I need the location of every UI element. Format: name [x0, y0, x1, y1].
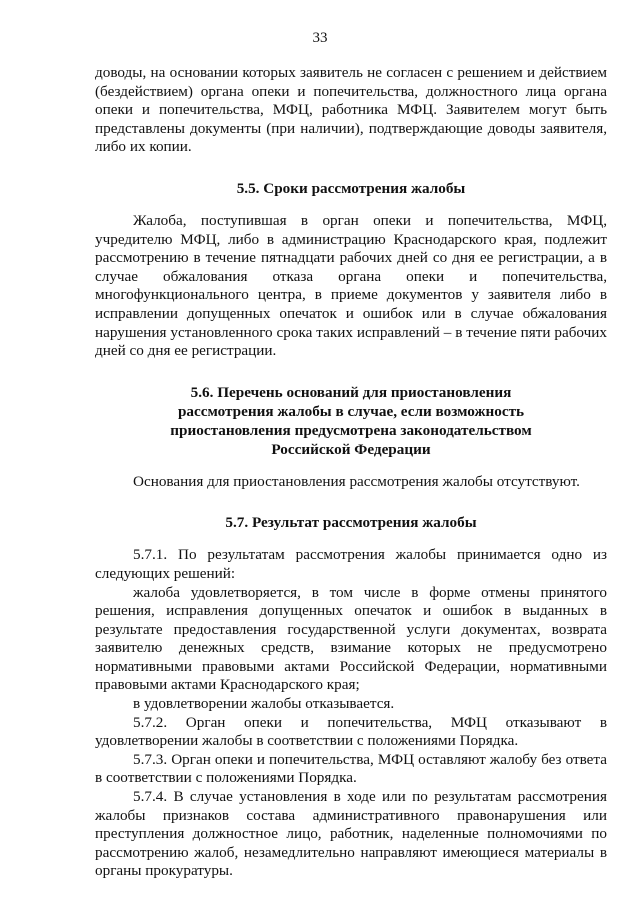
page-content	[95, 64, 607, 881]
paragraph-5-6: Основания для приостановления рассмотрения жалобы отсутствуют.	[133, 472, 580, 490]
section-heading-5-6-line-1: 5.6. Перечень оснований для приостановления	[190, 383, 512, 401]
page-number: 33	[312, 30, 328, 46]
paragraph-5-5: Жалоба, поступившая в орган опеки и попечительства, МФЦ, учредителю МФЦ, либо в администрацию Краснодарского края, подлежит рассмотрению в течение пятнадцати рабочих дней со дня ее регистрации, а в случае обжалования отказа органа опеки и попечительства, многофункционального центра, в приеме документов у заявителя либо в исправлении допущенных опечаток и ошибок или в случае обжалования нарушения установленного срока таких исправлений – в течение пяти рабочих дней со дня ее регистрации.	[95, 211, 607, 360]
section-heading-5-6-line-3: приостановления предусмотрена законодательством	[170, 421, 532, 439]
paragraph-5-7-1: 5.7.1. По результатам рассмотрения жалобы принимается одно из следующих решений:	[95, 546, 607, 582]
paragraph-continuation: доводы, на основании которых заявитель не согласен с решением и действием (бездействием) органа опеки и попечительства, должностного лица органа опеки и попечительства, МФЦ, работника МФЦ. Заявителем могут быть представлены документы (при наличии), подтверждающие доводы заявителя, либо их копии.	[95, 64, 607, 156]
paragraph-5-7-4: 5.7.4. В случае установления в ходе или по результатам рассмотрения жалобы признаков состава административного правонарушения или преступления должностное лицо, работник, наделенные полномочиями по рассмотрению жалоб, незамедлительно направляют имеющиеся материалы в органы прокуратуры.	[95, 788, 607, 880]
paragraph-decision-satisfied: жалоба удовлетворяется, в том числе в форме отмены принятого решения, исправления допущенных опечаток и ошибок в выданных в результате предоставления государственной услуги документах, возврата заявителю денежных средств, взимание которых не предусмотрено нормативными правовыми актами Российской Федерации, нормативными правовыми актами Краснодарского края;	[95, 583, 607, 694]
paragraph-5-7-3: 5.7.3. Орган опеки и попечительства, МФЦ оставляют жалобу без ответа в соответствии с положениями Порядка.	[95, 750, 607, 787]
paragraph-decision-refused: в удовлетворении жалобы отказывается.	[133, 695, 395, 713]
section-heading-5-6-line-2: рассмотрения жалобы в случае, если возможность	[177, 402, 525, 420]
paragraph-5-7-2: 5.7.2. Орган опеки и попечительства, МФЦ отказывают в удовлетворении жалобы в соответствии с положениями Порядка.	[95, 713, 607, 750]
section-heading-5-6-line-4: Российской Федерации	[271, 440, 431, 458]
section-heading-5-7: 5.7. Результат рассмотрения жалобы	[225, 514, 477, 532]
section-heading-5-5: 5.5. Сроки рассмотрения жалобы	[236, 179, 466, 197]
